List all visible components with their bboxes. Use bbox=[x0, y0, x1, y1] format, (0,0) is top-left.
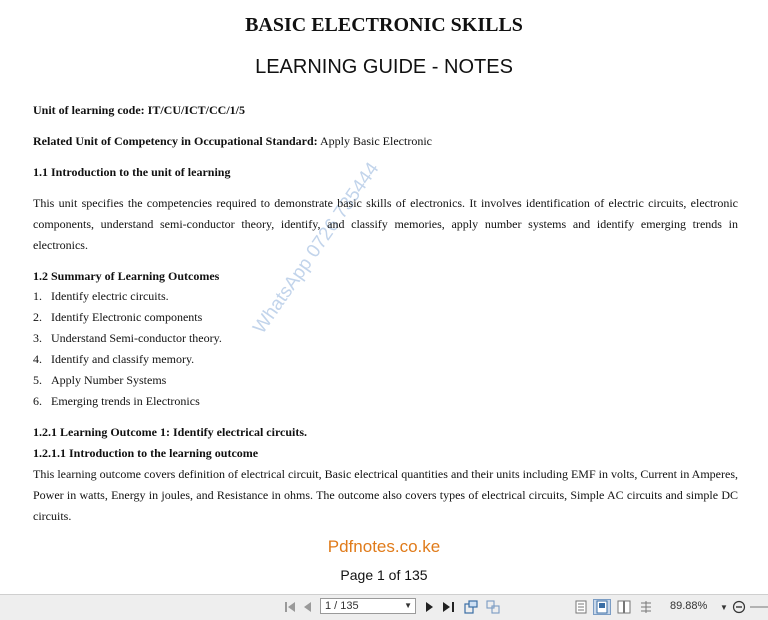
list-item-number: 3. bbox=[33, 331, 42, 345]
zoom-dropdown-icon[interactable]: ▼ bbox=[720, 602, 728, 612]
section-1-1-text: This unit specifies the competencies required to demonstrate basic skills of electronics. It involves identification of electric circuits, electronic components, understand semi-conductor theory, identify, and classify memories, apply number systems and identify emerging trends in electronics. bbox=[33, 196, 738, 252]
section-1-2-heading: 1.2 Summary of Learning Outcomes bbox=[33, 269, 220, 283]
first-page-icon[interactable] bbox=[283, 599, 297, 615]
page-number-value: 1 / 135 bbox=[325, 600, 359, 612]
list-item-number: 6. bbox=[33, 394, 42, 408]
zoom-level[interactable]: 89.88% bbox=[670, 600, 708, 612]
section-1-2-1-1-text: This learning outcome covers definition of electrical circuit, Basic electrical quantities and their units including EMF in volts, Current in Amperes, Power in watts, Energy in joules, and Resistance in ohms. The outcome also covers types of electrical circuits, Simple AC circuits and simple DC circuits. bbox=[33, 467, 738, 523]
list-item-text: Emerging trends in Electronics bbox=[51, 394, 200, 408]
rotate-icon[interactable] bbox=[463, 599, 479, 615]
page-number-field[interactable] bbox=[320, 598, 416, 614]
list-item bbox=[33, 391, 738, 412]
list-item-number: 1. bbox=[33, 289, 42, 303]
single-page-icon[interactable] bbox=[573, 599, 589, 615]
zoom-slider-track[interactable] bbox=[750, 599, 768, 615]
list-item bbox=[33, 286, 738, 307]
thumbnails-icon[interactable] bbox=[485, 599, 501, 615]
section-1-2-1-heading: 1.2.1 Learning Outcome 1: Identify electrical circuits. bbox=[33, 425, 308, 439]
list-item-text: Identify and classify memory. bbox=[51, 352, 195, 366]
list-item-number: 2. bbox=[33, 310, 42, 324]
fit-width-icon[interactable] bbox=[638, 599, 654, 615]
list-item-number: 5. bbox=[33, 373, 42, 387]
unit-code: Unit of learning code: IT/CU/ICT/CC/1/5 bbox=[33, 103, 246, 117]
competency-value: Apply Basic Electronic bbox=[317, 134, 432, 148]
list-item-number: 4. bbox=[33, 352, 42, 366]
document-subtitle: LEARNING GUIDE - NOTES bbox=[255, 56, 513, 78]
document-title: BASIC ELECTRONIC SKILLS bbox=[245, 14, 523, 36]
previous-page-icon[interactable] bbox=[301, 599, 315, 615]
list-item-text: Identify Electronic components bbox=[51, 310, 203, 324]
outcomes-list bbox=[33, 286, 738, 412]
list-item bbox=[33, 370, 738, 391]
zoom-out-icon[interactable] bbox=[731, 599, 747, 615]
pdf-viewer-toolbar bbox=[0, 594, 768, 620]
list-item-text: Identify electric circuits. bbox=[51, 289, 169, 303]
related-competency bbox=[33, 131, 738, 152]
whatsapp-watermark: WhatsApp 0726 735444 bbox=[249, 158, 384, 338]
section-1-2-1-1-heading: 1.2.1.1 Introduction to the learning outcome bbox=[33, 446, 259, 460]
footer-site-name: Pdfnotes.co.ke bbox=[327, 537, 441, 556]
chevron-down-icon: ▼ bbox=[404, 601, 412, 610]
list-item bbox=[33, 349, 738, 370]
next-page-icon[interactable] bbox=[422, 599, 436, 615]
two-page-icon[interactable] bbox=[616, 599, 632, 615]
competency-label: Related Unit of Competency in Occupational Standard: bbox=[33, 134, 318, 148]
list-item bbox=[33, 307, 738, 328]
section-1-1-heading: 1.1 Introduction to the unit of learning bbox=[33, 165, 231, 179]
list-item-text: Apply Number Systems bbox=[51, 373, 167, 387]
footer-page-number: Page 1 of 135 bbox=[340, 567, 428, 583]
list-item-text: Understand Semi-conductor theory. bbox=[51, 331, 222, 345]
last-page-icon[interactable] bbox=[441, 599, 457, 615]
list-item bbox=[33, 328, 738, 349]
continuous-page-icon[interactable] bbox=[593, 599, 611, 615]
